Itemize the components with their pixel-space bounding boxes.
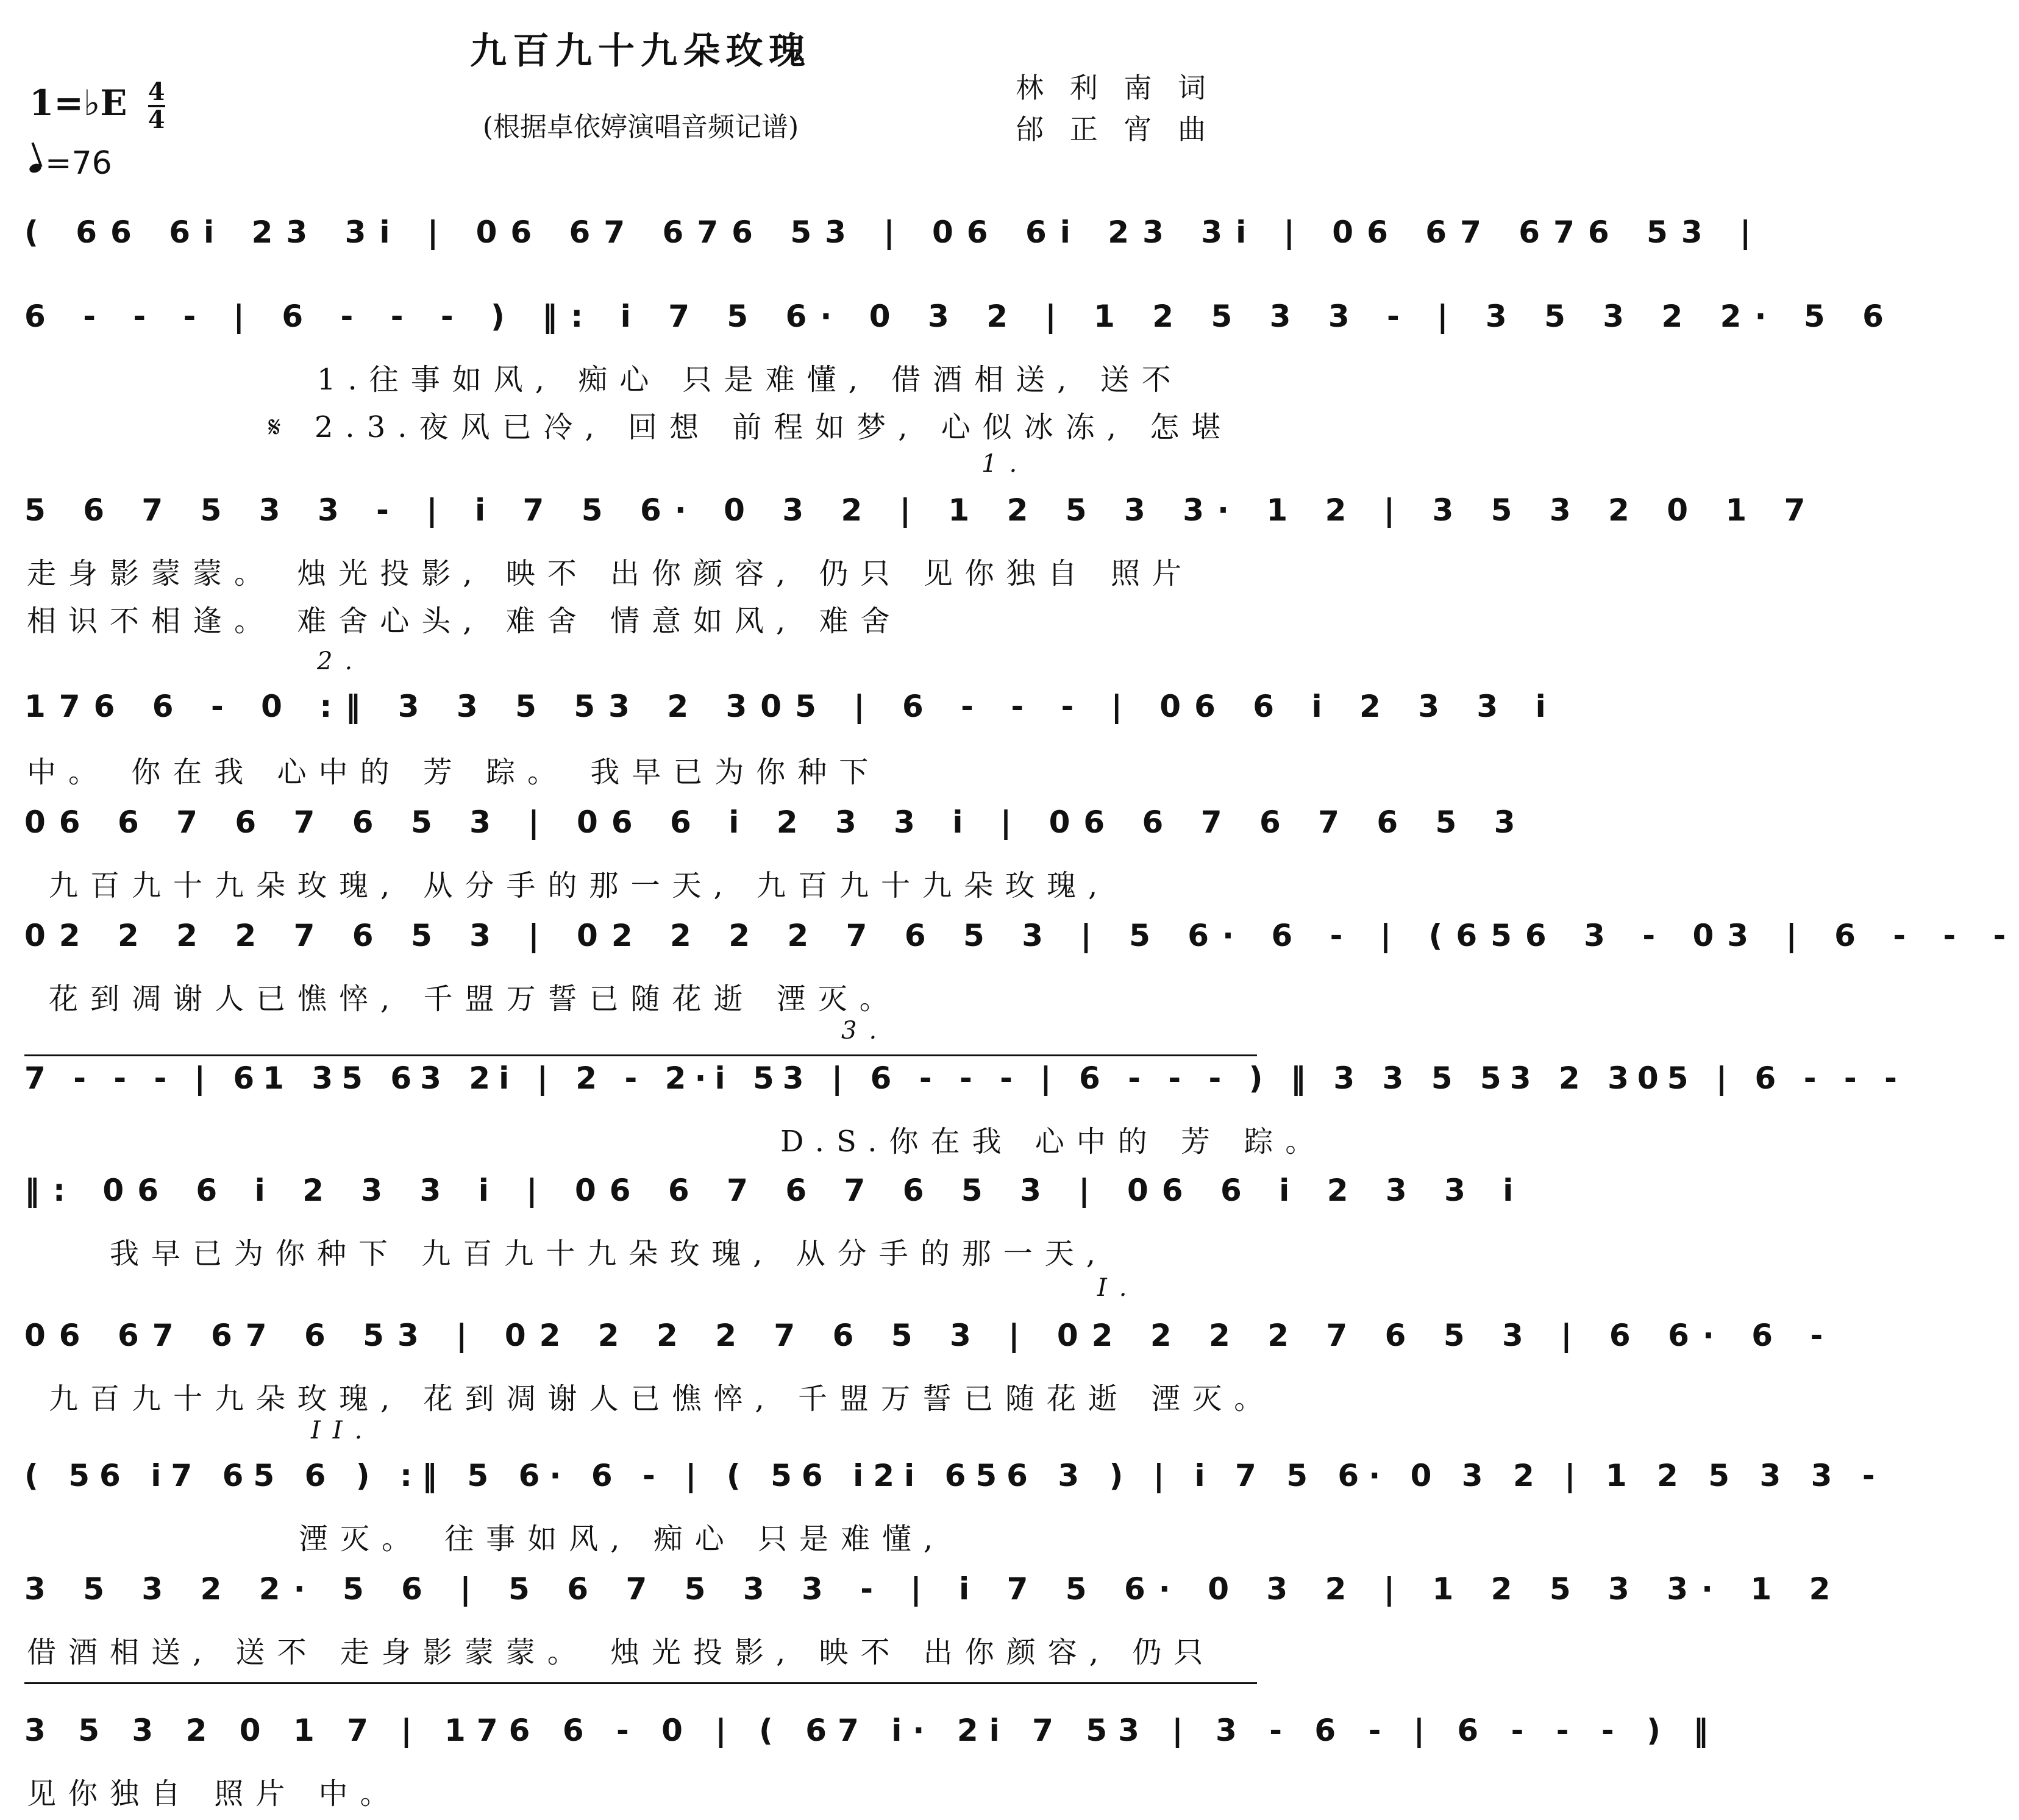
tempo-marking bbox=[29, 145, 112, 182]
lyrics-system-7: D.S.你在我 心中的 芳 踪。 bbox=[780, 1125, 1327, 1159]
lyrics-system-11: 借酒相送, 送不 走身影蒙蒙。 烛光投影, 映不 出你颜容, 仍只 bbox=[27, 1635, 1216, 1669]
time-top: 4 bbox=[148, 77, 165, 106]
volta-II: II. bbox=[311, 1417, 375, 1445]
quarter-note-icon bbox=[28, 162, 43, 174]
score-system-5: 06 6 7 6 7 6 5 3 | 06 6 i 2 3 3 i | 06 6 7 6 7 6 5 3 bbox=[24, 805, 1529, 840]
lyrics-system-3-a: 走身影蒙蒙。 烛光投影, 映不 出你颜容, 仍只 见你独自 照片 bbox=[27, 556, 1194, 591]
score-system-1: ( 66 6i 23 3i | 06 67 676 53 | 06 6i 23 3i | 06 67 676 53 | bbox=[24, 215, 1765, 250]
lyrics-system-12: 见你独自 照片 中。 bbox=[27, 1777, 402, 1811]
volta-I: I. bbox=[1097, 1274, 1139, 1302]
score-system-8: ‖: 06 6 i 2 3 3 i | 06 6 7 6 7 6 5 3 | 06 6 i 2 3 3 i bbox=[24, 1173, 1527, 1208]
score-system-6: 02 2 2 2 7 6 5 3 | 02 2 2 2 7 6 5 3 | 5 6· 6 - | (656 3 - 03 | 6 - - - bbox=[24, 918, 2019, 953]
lyrics-system-6: 花到凋谢人已憔悴, 千盟万誓已随花逝 湮灭。 bbox=[49, 982, 901, 1016]
score-system-4: 176 6 - 0 :‖ 3 3 5 53 2 305 | 6 - - - | 06 6 i 2 3 3 i bbox=[24, 689, 1559, 724]
score-system-3: 5 6 7 5 3 3 - | i 7 5 6· 0 3 2 | 1 2 5 3 3· 1 2 | 3 5 3 2 0 1 7 bbox=[24, 492, 1819, 528]
volta-2: 2. bbox=[317, 647, 365, 675]
composer-credit: 邰 正 宵 曲 bbox=[1016, 113, 1214, 146]
tempo-value: =76 bbox=[45, 145, 112, 182]
transcription-note: (根据卓依婷演唱音频记谱) bbox=[482, 112, 799, 143]
score-system-7: 7 - - - | 61 35 63 2i | 2 - 2·i 53 | 6 - - - | 6 - - - ) ‖ 3 3 5 53 2 305 | 6 - - - bbox=[24, 1061, 1906, 1096]
system-separator bbox=[24, 1054, 1257, 1056]
lyrics-system-8: 我早已为你种下 九百九十九朵玫瑰, 从分手的那一天, bbox=[110, 1237, 1108, 1271]
lyrics-verse-1: 1.往事如风, 痴心 只是难懂, 借酒相送, 送不 bbox=[317, 363, 1183, 397]
score-system-9: 06 67 67 6 53 | 02 2 2 2 7 6 5 3 | 02 2 2 2 7 6 5 3 | 6 6· 6 - bbox=[24, 1318, 1837, 1353]
lyricist-credit: 林 利 南 词 bbox=[1016, 71, 1214, 104]
song-title: 九百九十九朵玫瑰 bbox=[470, 30, 811, 73]
key-signature bbox=[29, 79, 165, 133]
lyrics-system-4: 中。 你在我 心中的 芳 踪。 我早已为你种下 bbox=[27, 755, 881, 789]
system-separator bbox=[24, 1682, 1257, 1684]
time-bottom: 4 bbox=[148, 105, 165, 134]
lyrics-verse-2: 𝄋 2.3.夜风已冷, 回想 前程如梦, 心似冰冻, 怎堪 bbox=[268, 410, 1233, 444]
lyrics-system-9: 九百九十九朵玫瑰, 花到凋谢人已憔悴, 千盟万誓已随花逝 湮灭。 bbox=[49, 1382, 1276, 1416]
lyrics-system-3-b: 相识不相逢。 难舍心头, 难舍 情意如风, 难舍 bbox=[27, 604, 902, 638]
score-system-10: ( 56 i7 65 6 ) :‖ 5 6· 6 - | ( 56 i2i 656 3 ) | i 7 5 6· 0 3 2 | 1 2 5 3 3 - bbox=[24, 1458, 1885, 1493]
volta-1: 1. bbox=[981, 450, 1030, 478]
volta-3: 3. bbox=[841, 1017, 889, 1045]
score-system-12: 3 5 3 2 0 1 7 | 176 6 - 0 | ( 67 i· 2i 7 53 | 3 - 6 - | 6 - - - ) ‖ bbox=[24, 1713, 1720, 1748]
time-signature bbox=[148, 79, 165, 133]
score-system-2: 6 - - - | 6 - - - ) ‖: i 7 5 6· 0 3 2 | 1 2 5 3 3 - | 3 5 3 2 2· 5 6 bbox=[24, 299, 1897, 334]
lyrics-system-10: 湮灭。 往事如风, 痴心 只是难懂, bbox=[299, 1522, 945, 1556]
key-text: 1=♭E bbox=[29, 82, 127, 124]
score-system-11: 3 5 3 2 2· 5 6 | 5 6 7 5 3 3 - | i 7 5 6· 0 3 2 | 1 2 5 3 3· 1 2 bbox=[24, 1571, 1844, 1607]
lyrics-system-5: 九百九十九朵玫瑰, 从分手的那一天, 九百九十九朵玫瑰, bbox=[49, 869, 1110, 903]
